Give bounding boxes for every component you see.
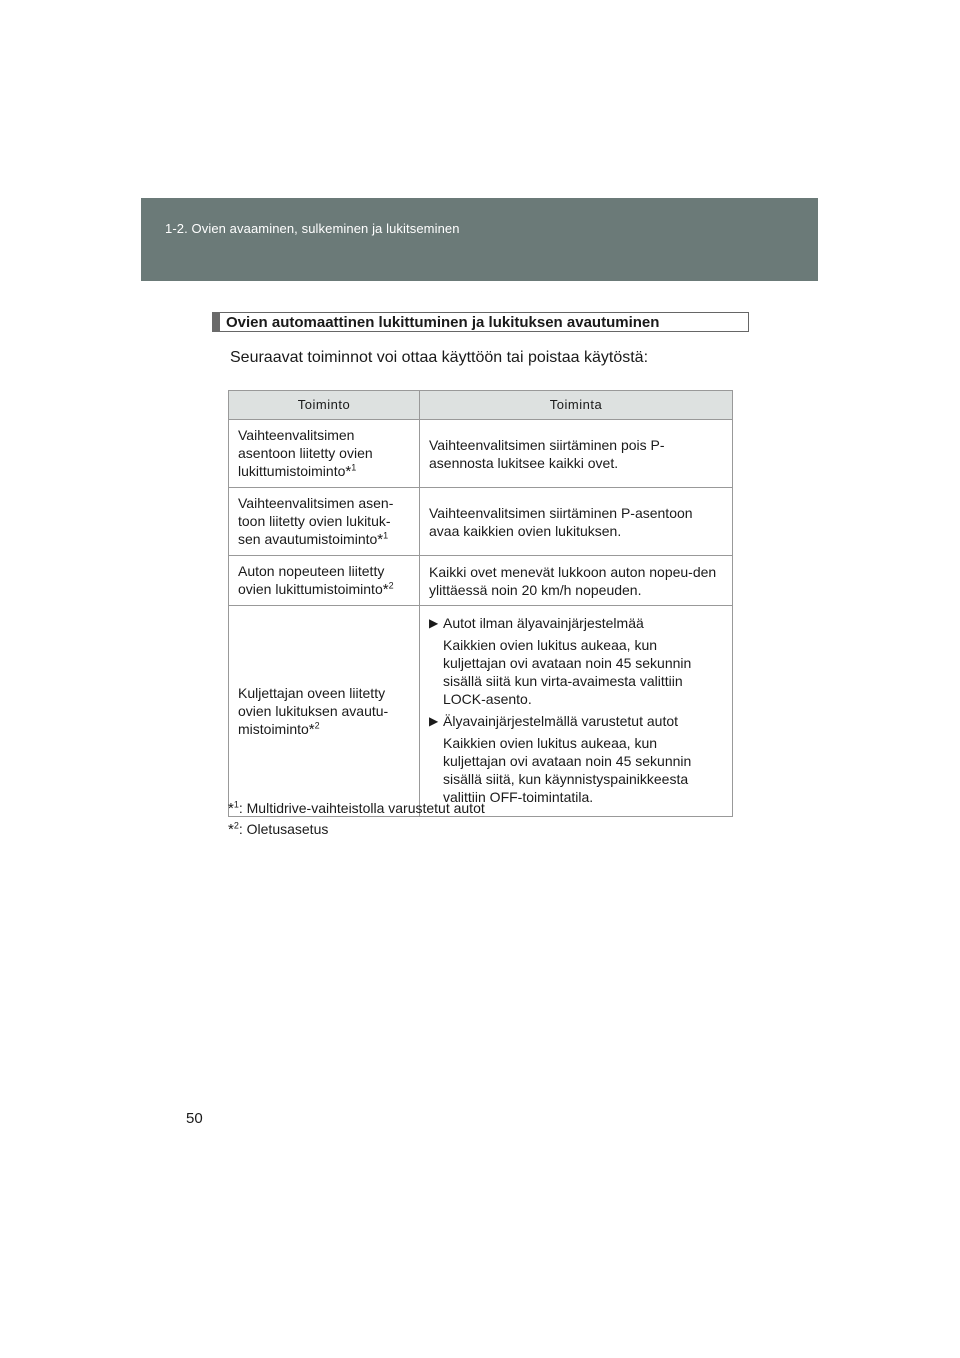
operation-cell: Vaihteenvalitsimen siirtäminen pois P-asennosta lukitsee kaikki ovet. [420,420,733,488]
function-name: Auton nopeuteen liitetty ovien lukittumistoiminto [238,563,385,597]
intro-text: Seuraavat toiminnot voi ottaa käyttöön tai poistaa käytöstä: [230,349,649,366]
footnote-item [228,819,485,840]
breadcrumb: 1-2. Ovien avaaminen, sulkeminen ja lukitseminen [165,221,460,236]
footnote-text: : Multidrive-vaihteistolla varustetut autot [238,800,485,816]
section-title-text: Ovien automaattinen lukittuminen ja lukituksen avautuminen [226,313,660,331]
table-header-row [229,391,733,420]
table-row [229,420,733,488]
operation-cell [420,606,733,817]
footnote-ref: 1 [383,530,389,541]
footnote-ref: 2 [388,580,394,591]
header-band [141,198,818,281]
section-title-bar [212,312,220,332]
page-number: 50 [186,1110,203,1127]
column-header-function: Toiminto [229,391,420,420]
bullet-item [429,614,723,632]
table-row [229,488,733,556]
bullet-text: Kaikkien ovien lukitus aukeaa, kun kuljettajan ovi avataan noin 45 sekunnin sisällä siitä kun virta-avaimesta valittiin LOCK-asento. [443,637,692,707]
bullet-heading: Älyavainjärjestelmällä varustetut autot [443,713,679,729]
triangle-bullet-icon: ▶ [429,714,439,728]
function-table [228,390,733,817]
footnote-star: * [308,720,315,738]
section-title [212,312,749,332]
function-cell [229,420,420,488]
bullet-text: Kaikkien ovien lukitus aukeaa, kun kuljettajan ovi avataan noin 45 sekunnin sisällä siitä, kun käynnistyspainikkeesta valittiin OFF-toimintatila. [443,735,692,805]
footnote-text: : Oletusasetus [238,821,329,837]
function-name: Vaihteenvalitsimen asentoon liitetty ovien lukittumistoiminto [238,427,373,479]
function-name: Vaihteenvalitsimen asen-toon liitetty ovien lukituk-sen avautumistoiminto [238,495,394,547]
footnote-star: * [228,821,234,838]
table-row [229,556,733,606]
footnote-ref: 2 [314,719,320,730]
function-cell [229,606,420,817]
footnote-mark: 1 [233,799,239,810]
footnote-star: * [377,531,384,548]
function-name: Kuljettajan oveen liitetty ovien lukituksen avautu-mistoiminto [238,684,389,737]
operation-cell: Vaihteenvalitsimen siirtäminen P-asentoon avaa kaikkien ovien lukituksen. [420,488,733,556]
footnote-ref: 1 [351,462,357,473]
footnote-star: * [382,581,389,598]
function-cell [229,556,420,606]
footnote-star: * [345,463,352,480]
column-header-operation: Toiminta [420,391,733,420]
footnotes [228,798,485,840]
bullet-item [429,712,723,730]
function-cell [229,488,420,556]
operation-cell: Kaikki ovet menevät lukkoon auton nopeu-den ylittäessä noin 20 km/h nopeuden. [420,556,733,606]
footnote-item [228,798,485,819]
footnote-mark: 2 [233,820,239,831]
footnote-star: * [228,800,234,817]
triangle-bullet-icon: ▶ [429,616,439,630]
bullet-heading: Autot ilman älyavainjärjestelmää [443,615,644,631]
table-row [229,606,733,817]
